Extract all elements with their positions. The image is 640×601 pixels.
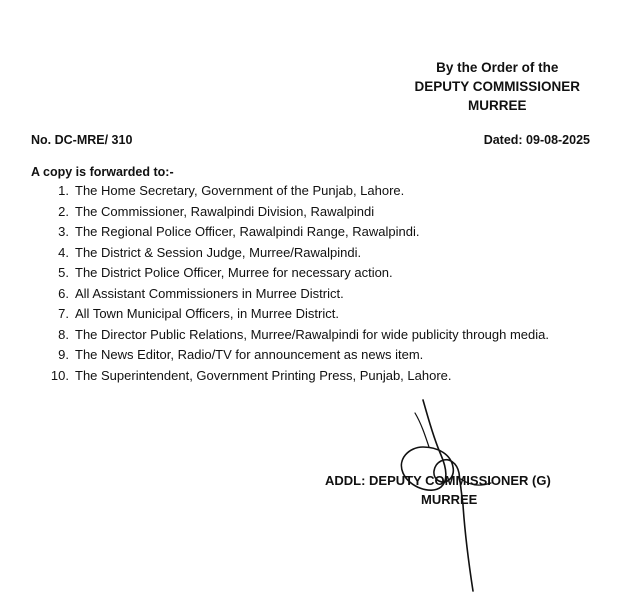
list-text: All Town Municipal Officers, in Murree District. [75,306,339,321]
reference-number: No. DC-MRE/ 310 [31,133,133,147]
dated: Dated: 09-08-2025 [483,133,590,147]
list-text: The District Police Officer, Murree for necessary action. [75,265,393,280]
list-text: The Regional Police Officer, Rawalpindi Range, Rawalpindi. [75,224,420,239]
order-line-2: DEPUTY COMMISSIONER [414,79,580,94]
list-text: The Home Secretary, Government of the Punjab, Lahore. [75,183,405,198]
list-text: The Director Public Relations, Murree/Rawalpindi for wide publicity through media. [75,326,549,342]
order-line-1: By the Order of the [436,60,559,75]
list-number: 1. [58,183,69,198]
list-item [44,284,549,305]
copy-heading: A copy is forwarded to:- [31,165,174,179]
list-number: 8. [58,326,69,342]
list-number: 7. [58,306,69,321]
list-number: 4. [58,244,69,260]
list-item [44,222,549,243]
list-item [44,243,549,264]
list-item [44,345,549,366]
signatory-title: ADDL: DEPUTY COMMISSIONER (G) [325,473,551,488]
list-number: 3. [58,224,69,239]
list-item [44,304,549,325]
recipient-list [44,181,549,386]
signatory-place: MURREE [421,492,478,507]
list-text: The Superintendent, Government Printing Press, Punjab, Lahore. [75,367,452,383]
list-text: The District & Session Judge, Murree/Rawalpindi. [75,244,362,260]
list-item [44,181,549,202]
list-item [44,202,549,223]
list-text: All Assistant Commissioners in Murree District. [75,285,344,301]
list-number: 5. [58,265,69,280]
list-number: 6. [58,285,69,301]
list-text: The Commissioner, Rawalpindi Division, Rawalpindi [75,203,375,219]
list-number: 10. [50,367,69,383]
list-number: 9. [58,347,69,362]
list-text: The News Editor, Radio/TV for announcement as news item. [75,347,424,362]
order-line-3: MURREE [467,98,527,113]
order-block [414,58,580,115]
list-number: 2. [58,203,69,219]
list-item [44,263,549,284]
list-item [44,366,549,387]
list-item [44,325,549,346]
